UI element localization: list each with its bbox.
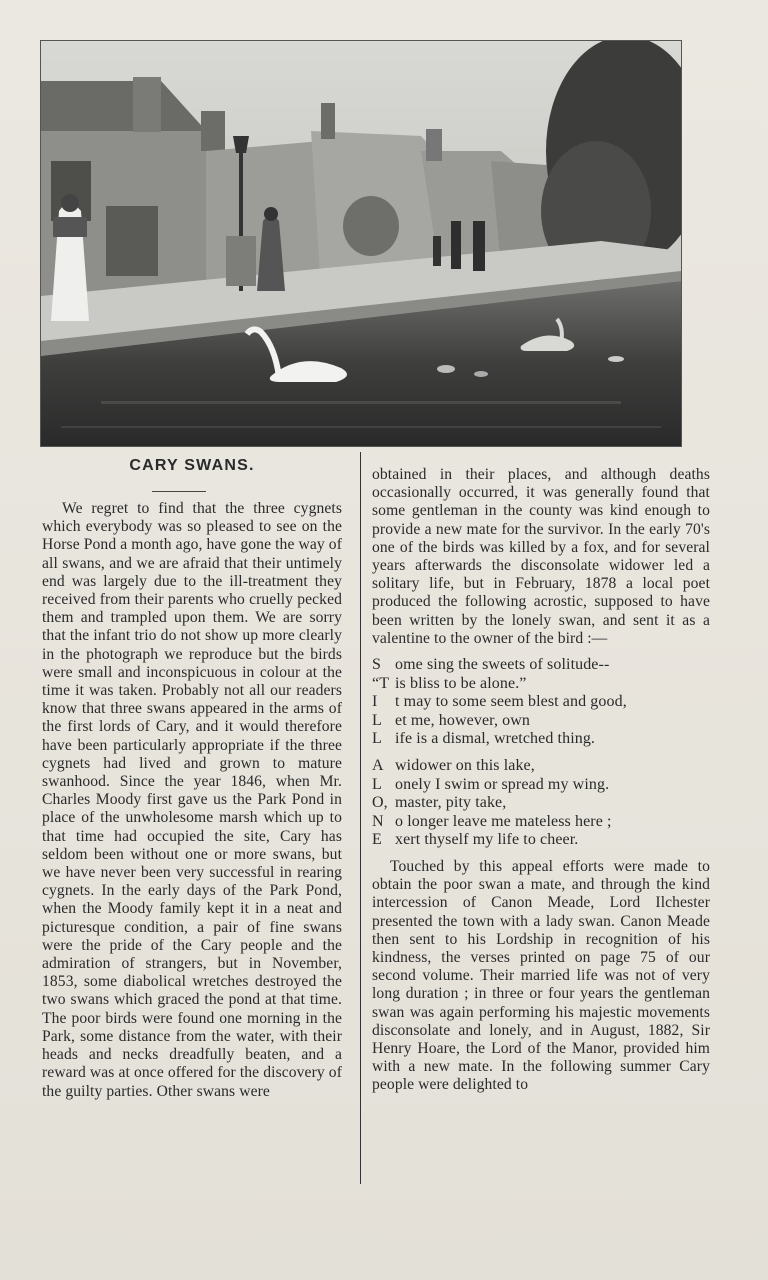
acrostic-letter: A: [372, 757, 384, 774]
acrostic-letter: “T: [372, 674, 390, 692]
acrostic-line: [372, 794, 710, 813]
acrostic-letter: L: [372, 711, 382, 729]
acrostic-poem: [372, 656, 710, 850]
acrostic-text: t may to some seem blest and good,: [395, 693, 627, 711]
acrostic-letter: O,: [372, 794, 388, 812]
acrostic-line: [372, 693, 710, 712]
pond-photograph: [40, 40, 682, 447]
acrostic-line: [372, 675, 710, 694]
article-paragraph: obtained in their places, and although deaths occasionally occurred, it was generally found that some gentleman in the county was kind enough to provide a new mate for the survivor. In the early 70's one of the birds was killed by a fox, and for several years afterwards the disconsolate widower led a solitary life, but in February, 1878 a local poet produced the following acrostic, supposed to have been written by the lonely swan, and sent it as a valentine to the owner of the bird :—: [372, 466, 710, 647]
acrostic-letter: S: [372, 656, 381, 674]
acrostic-line: [372, 712, 710, 731]
acrostic-text: ome sing the sweets of solitude--: [395, 656, 610, 674]
acrostic-text: ife is a dismal, wretched thing.: [395, 730, 596, 748]
column-divider: [360, 452, 361, 1184]
title-rule: [152, 491, 206, 492]
article-title: CARY SWANS.: [129, 457, 255, 474]
acrostic-letter: L: [372, 775, 382, 793]
acrostic-text: widower on this lake,: [395, 757, 535, 774]
acrostic-text: et me, however, own: [395, 711, 530, 729]
acrostic-letter: I: [372, 693, 378, 711]
article-paragraph: We regret to find that the three cygnets which everybody was so pleased to see on the Horse Pond a month ago, have gone the way of all swans, and we are afraid that their untimely end was largely due to the ill-treatment they received from their parents who cruelly pecked them and trampled upon them. We are sorry that the infant trio do not show up more clearly in the photograph we reproduce but the birds were small and inconspicuous in colour at the time it was taken. Probably not all our readers know that three swans appeared in the arms of the first lords of Cary, and it would therefore have been particularly appropriate if the three cygnets had lived and grown to mature swanhood. Since the year 1846, when Mr. Charles Moody first gave us the Park Pond in place of the unwholesome marsh which up to that time had occupied the site, Cary has seldom been without one or more swans, but we have never been very successful in rearing cygnets. In the early days of the Park Pond, when the Moody family kept it in a neat and picturesque condition, a pair of fine swans were the pride of the Cary people and the admiration of strangers, but in November, 1853, some diabolical wretches destroyed the two swans which graced the pond at that time. The poor birds were found one morning in the Park, some distance from the water, with their heads and necks dreadfully beaten, and a reward was at once offered for the discovery of the guilty parties. Other swans were: [42, 500, 342, 1100]
acrostic-line: [372, 730, 710, 749]
left-column: [42, 500, 342, 1101]
acrostic-line: [372, 656, 710, 675]
acrostic-text: master, pity take,: [395, 794, 507, 812]
acrostic-text: onely I swim or spread my wing.: [395, 775, 610, 793]
acrostic-letter: L: [372, 730, 382, 748]
article-paragraph: Touched by this appeal efforts were made to obtain the poor swan a mate, and through the kind intercession of Canon Meade, Lord Ilchester presented the town with a lady swan. Canon Meade then sent to his Lordship in recognition of his kindness, the verses printed on page 75 of our second volume. Their married life was not of very long duration ; in three or four years the gentleman swan was again performing his majestic movements disconsolate and lonely, and in August, 1882, Sir Henry Hoare, the Lord of the Manor, provided him with a new mate. In the following summer Cary people were delighted to: [372, 857, 710, 1094]
acrostic-line: [372, 776, 710, 795]
acrostic-text: xert thyself my life to cheer.: [395, 831, 579, 849]
acrostic-line: [372, 831, 710, 850]
acrostic-text: is bliss to be alone.”: [395, 674, 527, 692]
right-column: [372, 466, 710, 1095]
acrostic-stanza: [372, 757, 710, 850]
acrostic-letter: N: [372, 812, 384, 830]
acrostic-line: [372, 813, 710, 832]
acrostic-letter: E: [372, 831, 382, 849]
acrostic-stanza: [372, 656, 710, 749]
acrostic-text: o longer leave me mateless here ;: [395, 812, 612, 830]
pond-photograph-illustration: [41, 41, 681, 446]
acrostic-line: [372, 757, 710, 776]
